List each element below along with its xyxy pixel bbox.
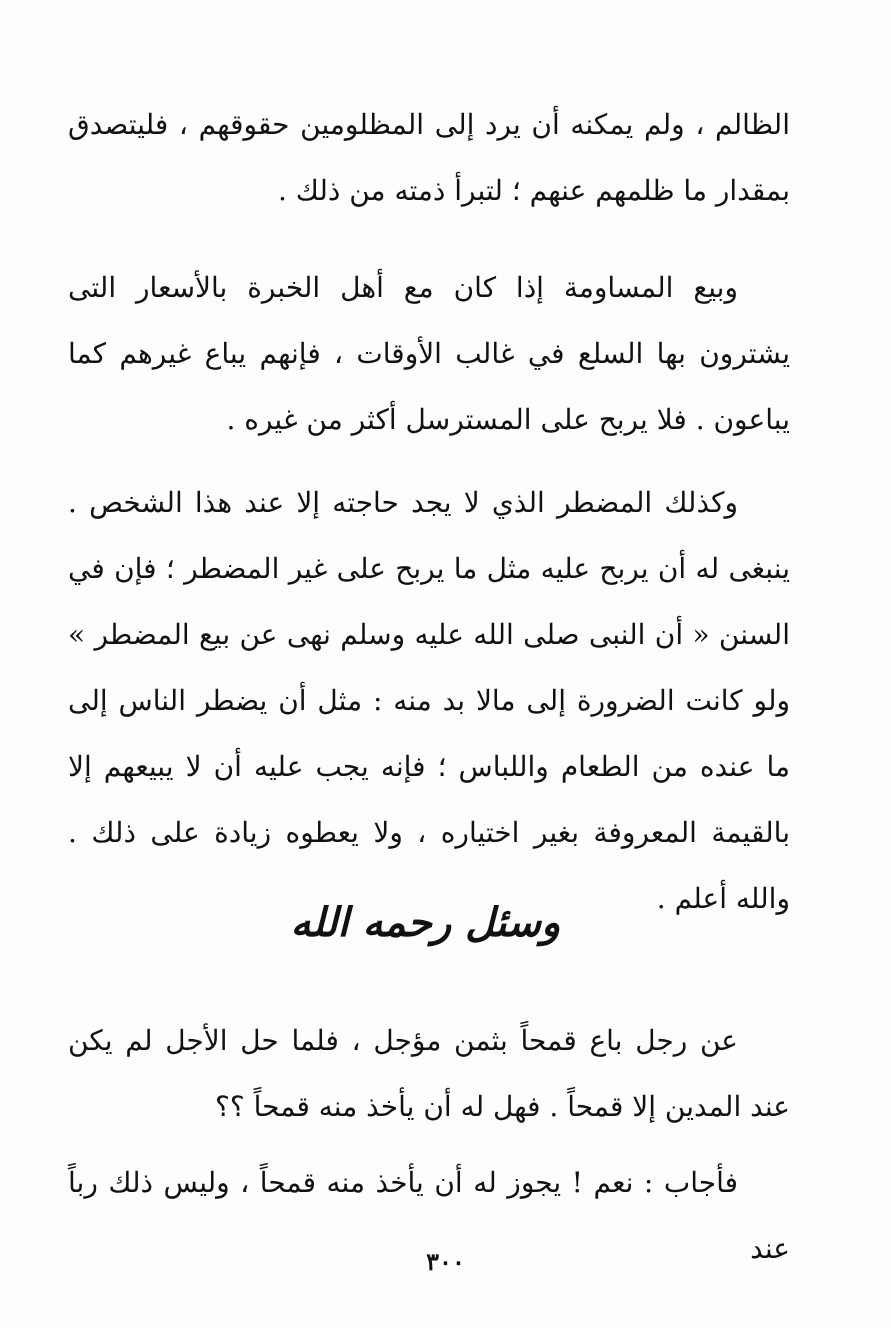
answer-text: فأجاب : نعم ! يجوز له أن يأخذ منه قمحاً ، وليس ذلك رباً عند [68, 1166, 790, 1265]
paragraph-text: الظالم ، ولم يمكنه أن يرد إلى المظلومين حقوقهم ، فليتصدق بمقدار ما ظلمهم عنهم ؛ لتبرأ ذمته من ذلك . [68, 108, 790, 207]
paragraph-mudtarr [68, 470, 790, 932]
paragraph-text: وبيع المساومة إذا كان مع أهل الخبرة بالأسعار التى يشترون بها السلع في غالب الأوقات ، فإنهم يباع غيرهم كما يباعون . فلا يربح على المسترسل أكثر من غيره . [68, 271, 790, 436]
section-heading: وسئل رحمه الله [290, 900, 561, 946]
question-text: عن رجل باع قمحاً بثمن مؤجل ، فلما حل الأجل لم يكن عند المدين إلا قمحاً . فهل له أن يأخذ منه قمحاً ؟؟ [68, 1024, 790, 1123]
page-number: ٣٠٠ [426, 1247, 465, 1276]
question-paragraph [68, 1008, 790, 1140]
paragraph-musawama [68, 255, 790, 453]
paragraph-text: وكذلك المضطر الذي لا يجد حاجته إلا عند هذا الشخص . ينبغى له أن يربح عليه مثل ما يربح على غير المضطر ؛ فإن في السنن « أن النبى صلى الله عليه وسلم نهى عن بيع المضطر » ولو كانت الضرورة إلى مالا بد منه : مثل أن يضطر الناس إلى ما عنده من الطعام واللباس ؛ فإنه يجب عليه أن لا يبيعهم إلا بالقيمة المعروفة بغير اختياره ، ولا يعطوه زيادة على ذلك . والله أعلم . [68, 486, 790, 915]
paragraph-continuation [68, 92, 790, 224]
